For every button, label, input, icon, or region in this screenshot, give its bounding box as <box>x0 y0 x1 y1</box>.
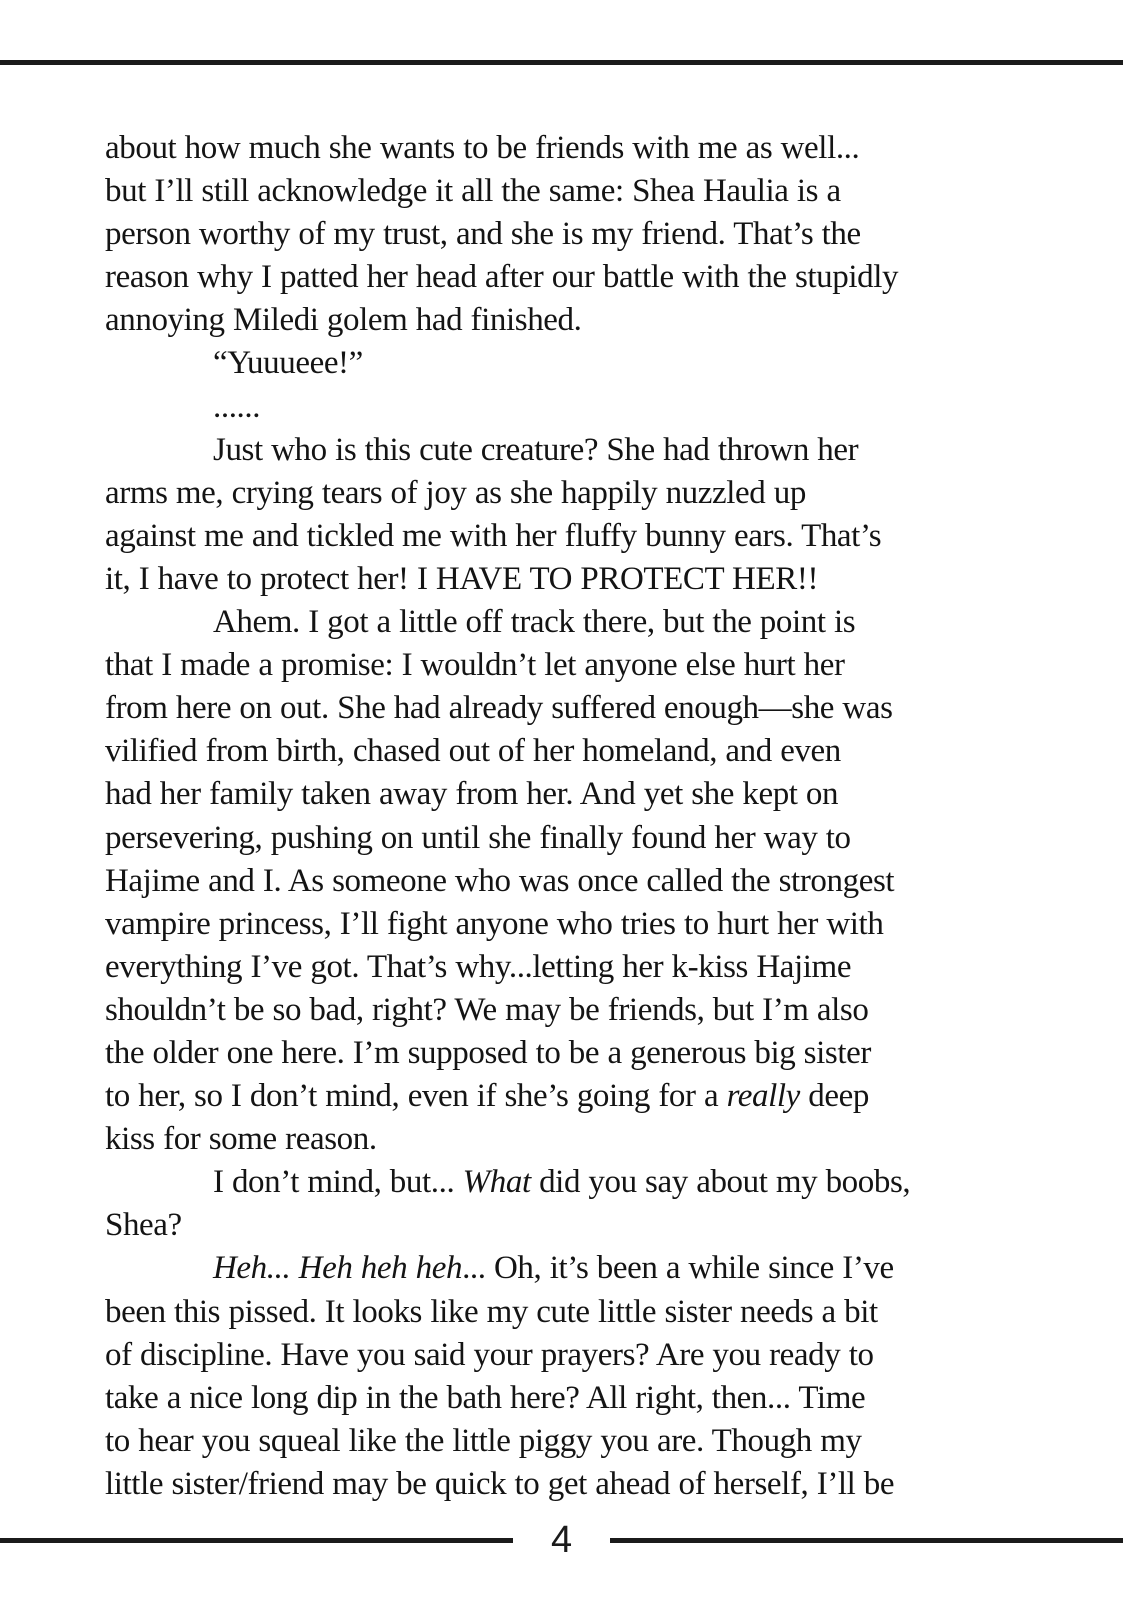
text-segment: but I’ll still acknowledge it all the same: Shea Haulia is a <box>105 173 841 210</box>
text-line <box>105 1291 1035 1334</box>
text-segment: it, I have to protect her! I HAVE TO PROTECT HER!! <box>105 560 819 597</box>
footer-rule-right <box>610 1538 1123 1543</box>
text-line <box>105 558 1035 601</box>
text-segment: ... Oh, it’s been a while since I’ve <box>462 1250 894 1287</box>
text-segment: from here on out. She had already suffered enough—she was <box>105 690 893 727</box>
text-line <box>105 170 1035 213</box>
text-line <box>105 1463 1035 1506</box>
italic-text: What <box>462 1164 531 1201</box>
text-segment: shouldn’t be so bad, right? We may be friends, but I’m also <box>105 991 869 1028</box>
text-segment: ...... <box>213 388 261 425</box>
text-line <box>105 1075 1035 1118</box>
text-line <box>105 817 1035 860</box>
text-line <box>105 429 1035 472</box>
text-line <box>105 1377 1035 1420</box>
text-line <box>105 515 1035 558</box>
text-line <box>105 946 1035 989</box>
body-text <box>105 127 1035 1506</box>
text-segment: little sister/friend may be quick to get ahead of herself, I’ll be <box>105 1465 895 1502</box>
top-border-rule <box>0 60 1123 65</box>
text-segment: vampire princess, I’ll fight anyone who tries to hurt her with <box>105 905 884 942</box>
text-line <box>105 127 1035 170</box>
text-segment: had her family taken away from her. And yet she kept on <box>105 776 839 813</box>
text-line <box>105 601 1035 644</box>
text-segment: to hear you squeal like the little piggy you are. Though my <box>105 1422 862 1459</box>
text-line <box>105 386 1035 429</box>
page-footer <box>0 1516 1123 1564</box>
text-segment: Hajime and I. As someone who was once called the strongest <box>105 862 895 899</box>
text-segment: arms me, crying tears of joy as she happily nuzzled up <box>105 474 806 511</box>
text-segment: did you say about my boobs, <box>530 1164 911 1201</box>
text-segment: Just who is this cute creature? She had thrown her <box>213 431 859 468</box>
text-segment: Ahem. I got a little off track there, but the point is <box>213 604 856 641</box>
text-line <box>105 299 1035 342</box>
text-segment: that I made a promise: I wouldn’t let anyone else hurt her <box>105 647 845 684</box>
text-line <box>105 730 1035 773</box>
text-line <box>105 1118 1035 1161</box>
text-segment: reason why I patted her head after our battle with the stupidly <box>105 259 899 296</box>
text-line <box>105 1204 1035 1247</box>
text-segment: take a nice long dip in the bath here? All right, then... Time <box>105 1379 866 1416</box>
text-segment: persevering, pushing on until she finally found her way to <box>105 819 851 856</box>
text-segment: person worthy of my trust, and she is my friend. That’s the <box>105 216 861 253</box>
italic-text: really <box>726 1078 800 1115</box>
footer-rule-left <box>0 1538 513 1543</box>
text-segment: of discipline. Have you said your prayers? Are you ready to <box>105 1336 874 1373</box>
text-segment: vilified from birth, chased out of her homeland, and even <box>105 733 841 770</box>
text-line <box>105 1032 1035 1075</box>
text-line <box>105 860 1035 903</box>
page-number: 4 <box>550 1519 573 1561</box>
text-line <box>105 903 1035 946</box>
text-line <box>105 213 1035 256</box>
text-segment: Shea? <box>105 1207 182 1244</box>
text-segment: everything I’ve got. That’s why...letting her k-kiss Hajime <box>105 948 852 985</box>
text-line <box>105 1161 1035 1204</box>
text-segment: the older one here. I’m supposed to be a generous big sister <box>105 1034 871 1071</box>
text-segment: about how much she wants to be friends with me as well... <box>105 130 860 166</box>
text-line <box>105 1247 1035 1290</box>
text-line <box>105 1420 1035 1463</box>
italic-text: Heh... Heh heh heh <box>213 1250 463 1287</box>
text-line <box>105 472 1035 515</box>
text-line <box>105 256 1035 299</box>
text-segment: deep <box>799 1078 869 1115</box>
text-line <box>105 1334 1035 1377</box>
text-segment: annoying Miledi golem had finished. <box>105 302 582 339</box>
text-segment: against me and tickled me with her fluffy bunny ears. That’s <box>105 517 882 554</box>
text-segment: kiss for some reason. <box>105 1121 377 1158</box>
text-line <box>105 342 1035 385</box>
text-segment: I don’t mind, but... <box>213 1164 463 1201</box>
text-line <box>105 687 1035 730</box>
text-line <box>105 644 1035 687</box>
text-line <box>105 989 1035 1032</box>
text-segment: “Yuuueee!” <box>213 345 363 382</box>
text-segment: been this pissed. It looks like my cute little sister needs a bit <box>105 1293 878 1330</box>
text-segment: to her, so I don’t mind, even if she’s going for a <box>105 1078 727 1115</box>
text-line <box>105 773 1035 816</box>
